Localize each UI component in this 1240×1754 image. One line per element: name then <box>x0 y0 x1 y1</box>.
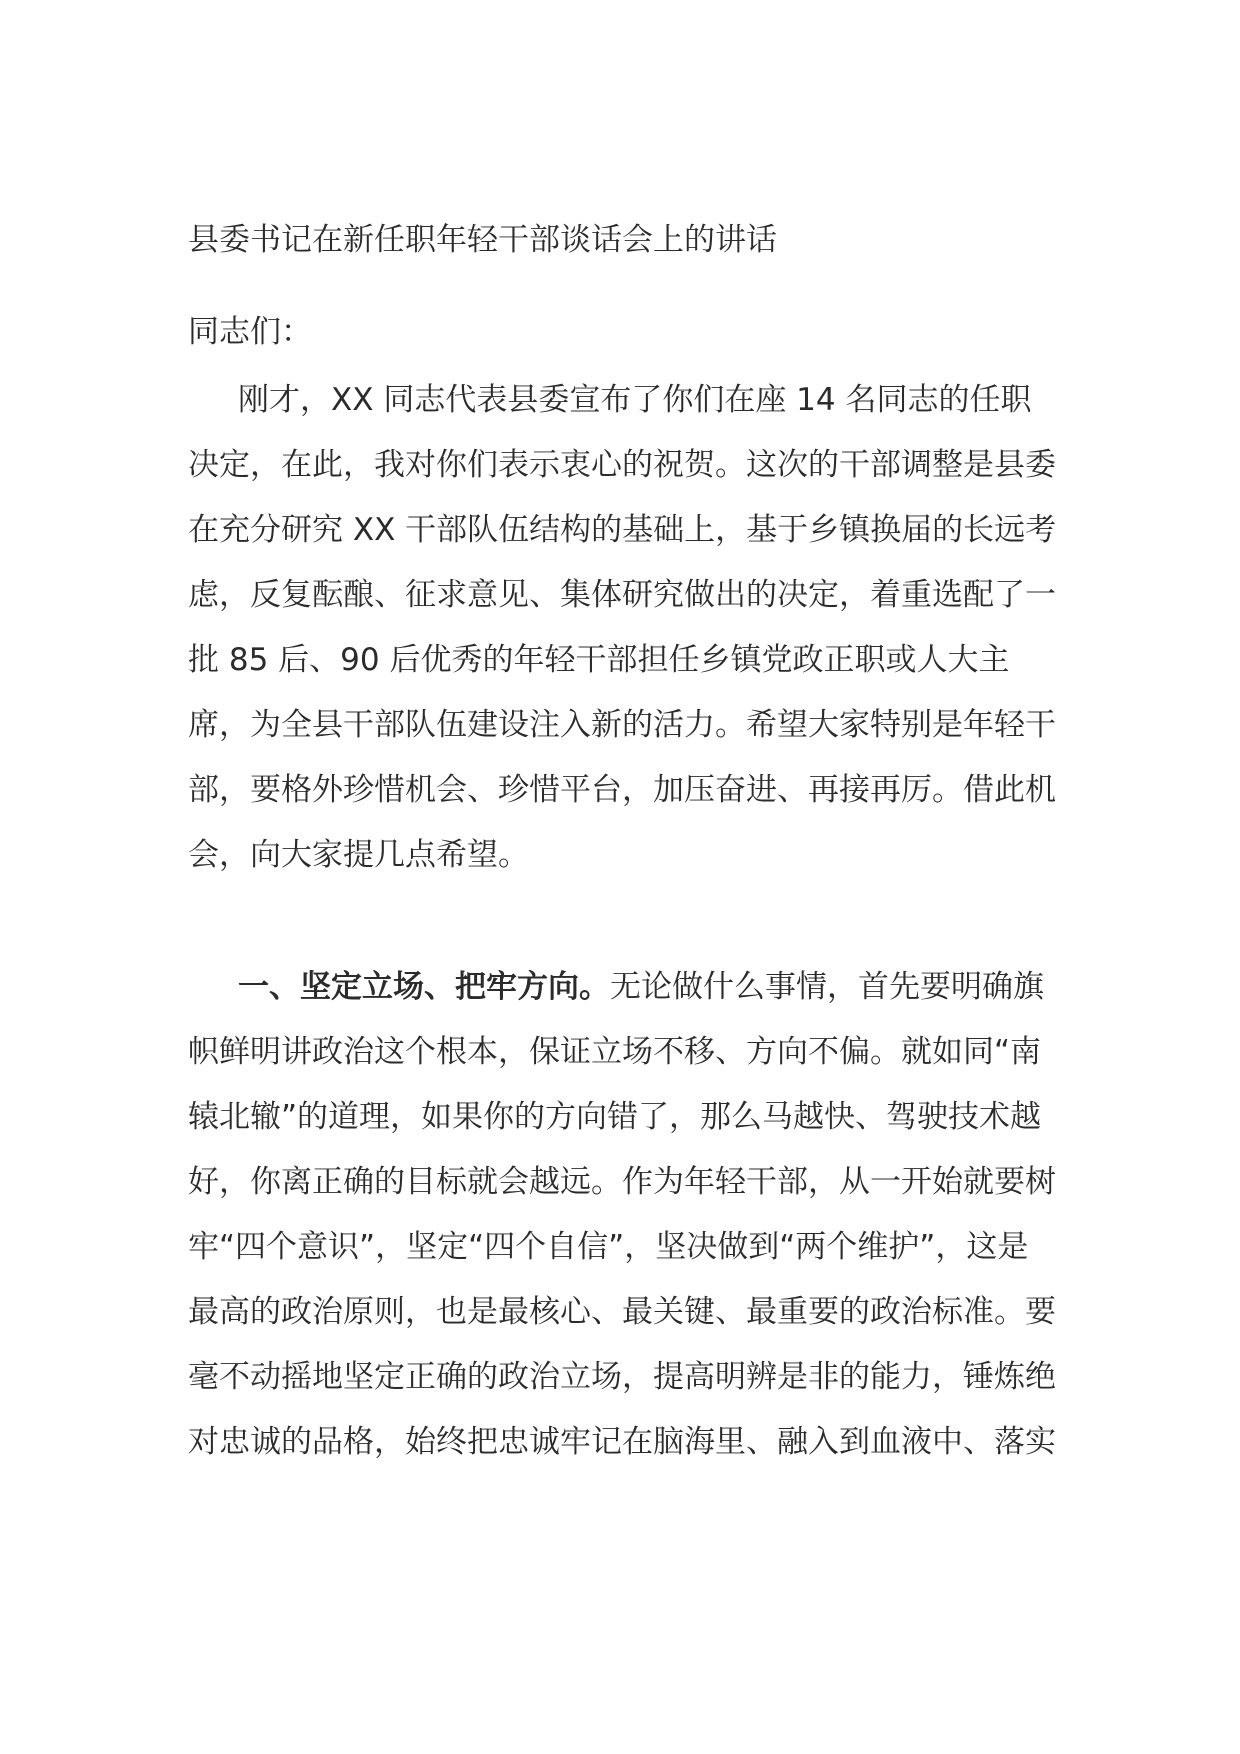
section-body: 无论做什么事情，首先要明确旗帜鲜明讲政治这个根本，保证立场不移、方向不偏。就如同“南辕北辙”的道理，如果你的方向错了，那么马越快、驾驶技术越好，你离正确的目标就会越远。作为年轻干部，从一开始就要树牢“四个意识”，坚定“四个自信”，坚决做到“两个维护”，这是最高的政治原则，也是最核心、最关键、最重要的政治标准。要毫不动摇地坚定正确的政治立场，提高明辨是非的能力，锤炼绝对忠诚的品格，始终把忠诚牢记在脑海里、融入到血液中、落实 <box>188 969 1056 1460</box>
salutation: 同志们： <box>188 314 312 350</box>
paragraph-section-1 <box>188 955 1058 1475</box>
document-title: 县委书记在新任职年轻干部谈话会上的讲话 <box>188 222 777 258</box>
paragraph-intro: 刚才，XX 同志代表县委宣布了你们在座 14 名同志的任职决定，在此，我对你们表示衷心的祝贺。这次的干部调整是县委在充分研究 XX 干部队伍结构的基础上，基于乡镇换届的长远考虑，反复酝酿、征求意见、集体研究做出的决定，着重选配了一批 85 后、90 后优秀的年轻干部担任乡镇党政正职或人大主席，为全县干部队伍建设注入新的活力。希望大家特别是年轻干部，要格外珍惜机会、珍惜平台，加压奋进、再接再厉。借此机会，向大家提几点希望。 <box>188 382 1057 873</box>
section-heading: 一、坚定立场、把牢方向。 <box>238 969 610 1005</box>
